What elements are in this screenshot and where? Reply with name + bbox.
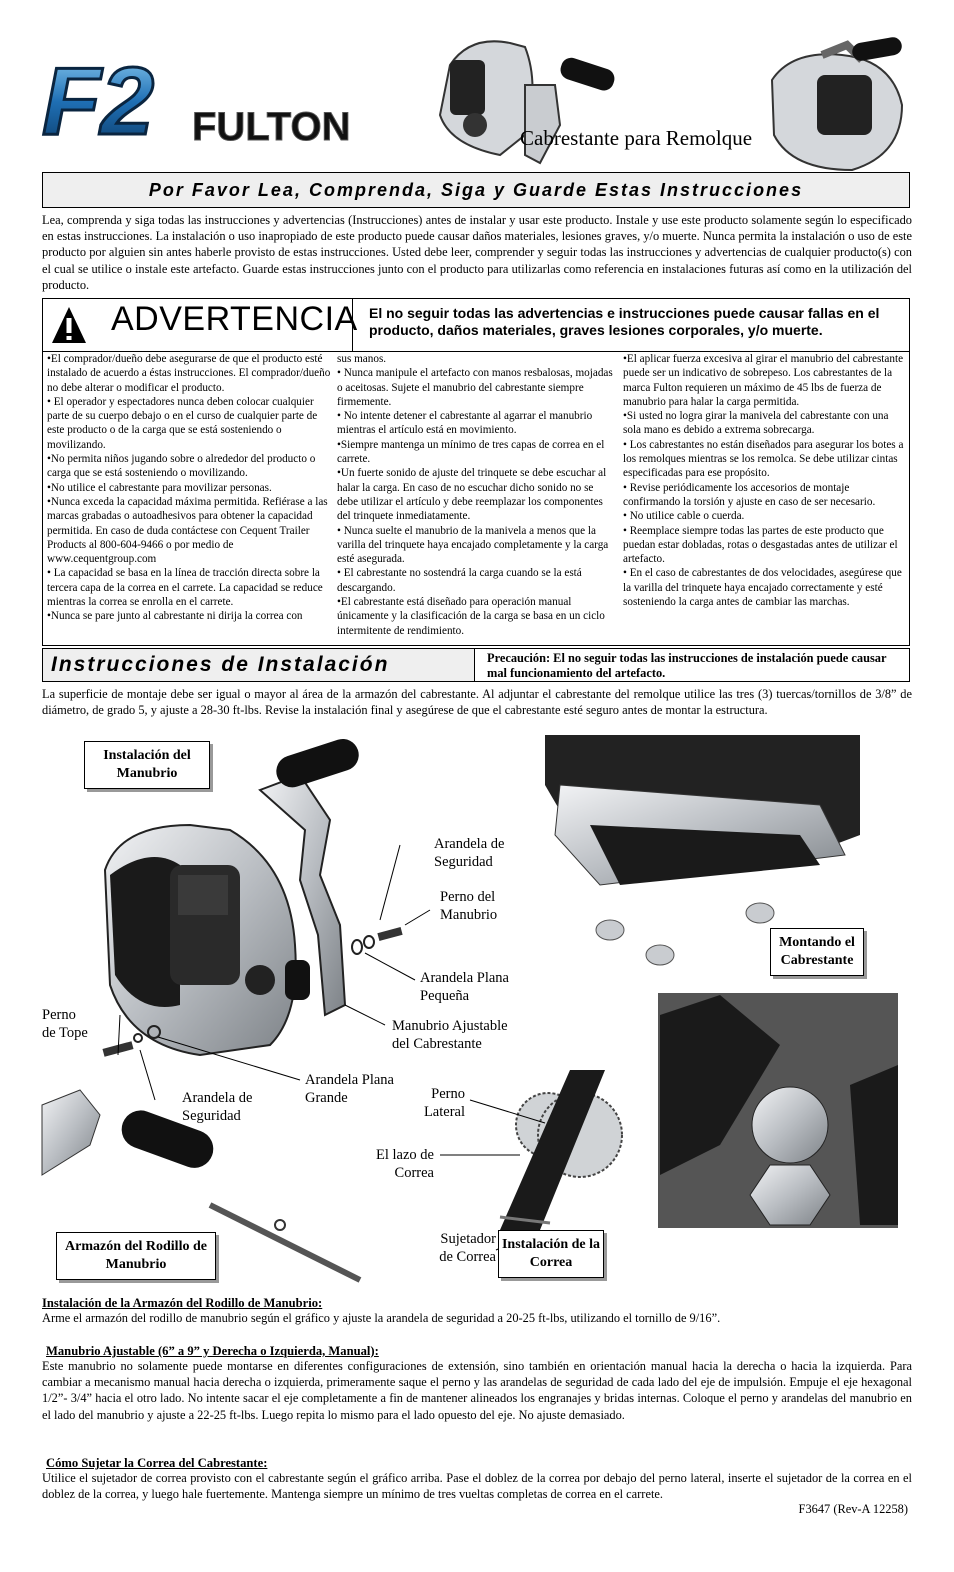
- read-instructions-banner: [42, 172, 910, 208]
- rule-item: •El cabrestante está diseñado para operación manual únicamente y la clasificación de la carga se basa en un ciclo intermitente de rendimiento.: [337, 596, 605, 637]
- rule-item: • El operador y espectadores nunca deben colocar cualquier parte de su cuerpo debajo o en el curso de cualquier parte de este producto o de la carga que se está sosteniendo o movilizando.: [47, 395, 318, 451]
- rule-item: •El comprador/dueño debe asegurarse de que el producto esté instalado de acuerdo a éstas instrucciones. El comprador/dueño no debe alterar o modificar el producto.: [47, 353, 331, 394]
- label-perno-tope: Perno de Tope: [42, 1007, 88, 1041]
- rule-item: • En el caso de cabrestantes de dos velocidades, asegúrese que la varilla del trinquete haya encajado correctamente y esté sosteniendo la carga antes de cambiar las marchas.: [623, 567, 902, 609]
- winch-photo-left: [430, 25, 620, 175]
- rule-item: •No permita niños jugando sobre o alrededor del producto o carga que se está sosteniendo o movilizando.: [47, 453, 316, 480]
- rule-item: •Nunca exceda la capacidad máxima permitida. Refiérase a las marcas grabadas o autoadhesivos para obtener la capacidad permitida. En caso de duda contáctese con Cequent Trailer Products al 800-604-9466 o por medio de www.cequentgroup.com: [47, 495, 328, 566]
- rules-column-3: [623, 352, 907, 609]
- intro-paragraph: Lea, comprenda y siga todas las instrucciones y advertencias (Instrucciones) antes de instalar y usar este producto. Instale y use este producto solamente según lo especificado en estas instrucciones. La instalación o uso inapropiado de este producto puede causar daños materiales, lesiones graves, y/o muerte. Nunca permita la instalación o uso de este producto por alguien sin antes haberle provisto de estas instrucciones. Usted debe leer, comprender y seguir todas las instrucciones y advertencias de cualquier producto(s) con el cual se utilice o instale este artefacto. Guarde estas instrucciones junto con el producto para utilizarlas como referencia en instalaciones futuras así como en la utilización del producto.: [42, 213, 912, 292]
- installation-header: [42, 648, 910, 682]
- label-perno-lateral: Perno Lateral: [423, 1086, 465, 1120]
- rule-item: •Un fuerte sonido de ajuste del trinquete se debe escuchar al halar la carga. En caso de no escuchar dicho sonido no se debe utilizar el artículo y debe reemplazar los componentes del trinquete inmediatamente.: [337, 467, 607, 523]
- label-manubrio-ajustable: Manubrio Ajustable del Cabrestante: [392, 1018, 508, 1052]
- box-handle-installation: Instalación del Manubrio: [84, 741, 210, 789]
- rule-item: • Reemplace siempre todas las partes de este producto que puedan estar dobladas, rotas o desgastadas antes de utilizar el artefacto.: [623, 524, 898, 566]
- brand-logo-art: [40, 52, 390, 152]
- rule-item: • Los cabrestantes no están diseñados para asegurar los botes a los remolques mientras se los remolca. Se debe utilizar cintas especificadas para ese propósito.: [623, 438, 904, 480]
- label-perno-manubrio: Perno del Manubrio: [440, 889, 498, 923]
- rule-item: • Nunca manipule el artefacto con manos resbalosas, mojadas o aceitosas. Sujete el manubrio del cabrestante siempre firmemente.: [337, 367, 613, 408]
- mounting-paragraph: La superficie de montaje debe ser igual o mayor al área de la armazón del cabrestante. Al adjuntar el cabrestante del remolque utilice las tres (3) tuercas/tornillos de 3/8” de diámetro, de grado 5, y ajuste a 28-30 ft-lbs. Revise la instalación final y asegúrese de que el cabrestante esté seguro antes de montar la estructura.: [42, 687, 912, 718]
- section-text-roller: Arme el armazón del rodillo de manubrio según el gráfico y ajuste la arandela de seguridad a 20-25 ft-lbs, utilizando el tornillo de 9/16”.: [42, 1311, 721, 1325]
- installation-title-cell: [43, 649, 475, 681]
- rule-item: •Si usted no logra girar la manivela del cabrestante con una sola mano es debido a extrema sobrecarga.: [623, 410, 889, 437]
- section-title-strap: Cómo Sujetar la Correa del Cabrestante:: [46, 1456, 268, 1470]
- rule-item: •Nunca se pare junto al cabrestante ni dirija la correa con: [47, 610, 303, 623]
- label-sujetador-correa: Sujetador de Correa: [439, 1231, 496, 1265]
- section-title-adjustable-handle: Manubrio Ajustable (6” a 9” y Derecha o Izquierda, Manual):: [46, 1344, 379, 1358]
- section-title-roller: Instalación de la Armazón del Rodillo de Manubrio:: [42, 1296, 323, 1310]
- rule-item: • Nunca suelte el manubrio de la manivela a menos que la varilla del trinquete haya encajado completamente y la carga esté asegurada.: [337, 524, 609, 566]
- installation-diagrams: [0, 725, 954, 1290]
- warning-title: ADVERTENCIA: [111, 300, 358, 338]
- diagram-art: [0, 725, 954, 1290]
- installation-caution: Precaución: El no seguir todas las instrucciones de instalación puede causar mal funcionamiento del artefacto.: [487, 651, 887, 680]
- rule-item: •El aplicar fuerza excesiva al girar el manubrio del cabrestante puede ser un indicativo de sobrepeso. Los cabrestantes de la marca Fulton requieren un máximo de 45 lbs de fuerza de manubrio para halar la carga permitida.: [623, 353, 904, 408]
- rule-item: • Revise periódicamente los accesorios de montaje confirmando la torsión y ajuste en caso de ser necesario.: [623, 481, 876, 508]
- rule-item: • El cabrestante no sostendrá la carga cuando se la está descargando.: [337, 567, 582, 594]
- section-text-strap: Utilice el sujetador de correa provisto con el cabrestante según el gráfico arriba. Pase el doblez de la correa por debajo del perno lateral, inserte el sujetador de la correa en el doblez de la correa, y luego hale fuertemente. Mantenga siempre un mínimo de tres vueltas completas de correa en el carrete.: [42, 1471, 912, 1502]
- safety-rules: [42, 352, 910, 646]
- product-title: Cabrestante para Remolque: [520, 126, 753, 150]
- label-arandela-plana-grande: Arandela Plana Grande: [305, 1072, 394, 1106]
- rules-column-2: [337, 352, 613, 638]
- rule-item: • No intente detener el cabrestante al agarrar el manubrio mientras el artículo está en movimiento.: [337, 410, 593, 437]
- rule-item: • La capacidad se basa en la línea de tracción directa sobre la tercera capa de la correa en el carrete. La capacidad se reduce mientras la correa se enrolla en el carrete.: [47, 567, 323, 609]
- label-lazo-correa: El lazo de Correa: [376, 1147, 434, 1181]
- section-text-adjustable-handle: Este manubrio no solamente puede montarse en diferentes configuraciones de extensión, sino también en orientación manual hacia la derecha o hacia la izquierda. Para cambiar a mecanismo manual hacia derecha o izquierda, primeramente saque el perno y las arandelas de seguridad de cada lado del eje de impulsión. Empuje el eje hexagonal 1/2”- 3/4” hacia el otro lado. No intente sacar el eje completamente a fin de mantener alineados los engranajes y bridas internas. Coloque el perno y arandelas del manubrio en el lado del manubrio y ajuste a 22-25 ft-lbs. Luego repita lo mismo para el lado opuesto del eje. No ajuste demasiado.: [42, 1359, 912, 1422]
- box-strap-installation: Instalación de la Correa: [498, 1230, 604, 1278]
- label-arandela-seguridad-top: Arandela de Seguridad: [434, 836, 505, 870]
- warning-triangle-icon: [51, 305, 87, 345]
- banner-text: Por Favor Lea, Comprenda, Siga y Guarde Estas Instrucciones: [148, 180, 804, 200]
- logo-model-text: F2: [42, 52, 155, 152]
- warning-message: El no seguir todas las advertencias e instrucciones puede causar fallas en el producto, daños materiales, graves lesiones corporales, y/o muerte.: [369, 305, 880, 338]
- rule-item: • No utilice cable o cuerda.: [623, 510, 745, 523]
- box-mounting: Montando el Cabrestante: [770, 928, 864, 976]
- label-arandela-seguridad-bottom: Arandela de Seguridad: [182, 1090, 253, 1124]
- rule-item: •Siempre mantenga un mínimo de tres capas de correa en el carrete.: [337, 438, 605, 466]
- warning-box: [42, 298, 910, 352]
- logo-brand-text: FULTON: [192, 105, 351, 149]
- installation-title: Instrucciones de Instalación: [51, 653, 390, 676]
- label-arandela-plana-pequena: Arandela Plana Pequeña: [420, 970, 509, 1004]
- rule-item: sus manos.: [337, 353, 387, 365]
- brand-logo: [40, 52, 390, 152]
- rules-column-1: [47, 352, 333, 624]
- rule-item: •No utilice el cabrestante para movilizar personas.: [47, 481, 272, 494]
- document-revision: F3647 (Rev-A 12258): [798, 1502, 908, 1516]
- winch-photo-right: [752, 35, 927, 175]
- box-roller-frame: Armazón del Rodillo de Manubrio: [56, 1232, 216, 1280]
- warning-header: [43, 299, 358, 351]
